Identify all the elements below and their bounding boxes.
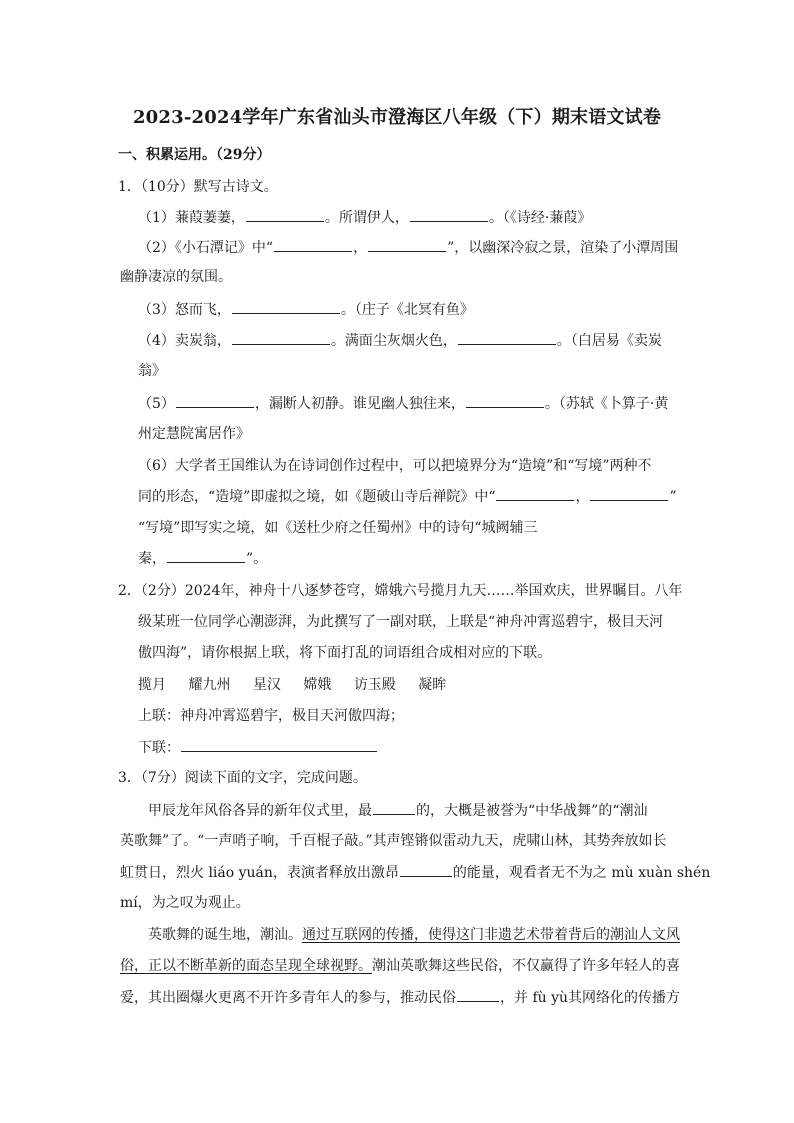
word-item: 凝眸 xyxy=(418,677,447,693)
q1-item-6-line2: 同的形态，“造境”即虚拟之境，如《题破山寺后禅院》中“ ， ” xyxy=(138,486,677,507)
upper-couplet: 上联：神舟冲霄巡碧宇，极目天河傲四海； xyxy=(138,708,404,724)
q1-item-5: （5） ，漏断人初静。谁见幽人独往来， 。（苏轼《卜算子·黄 xyxy=(138,393,668,414)
answer-blank[interactable] xyxy=(590,486,668,501)
answer-blank[interactable] xyxy=(232,299,340,314)
q1-item-4-cont: 翁》 xyxy=(138,363,166,379)
answer-blank[interactable] xyxy=(181,737,377,752)
answer-blank[interactable] xyxy=(246,207,324,222)
q1-item-2-cont: 幽静凄凉的氛围。 xyxy=(120,269,232,285)
passage-line: 虹贯日，烈火 liáo yuán，表演者释放出激昂 的能量，观看者无不为之 mù xuàn shén xyxy=(120,862,710,883)
word-list xyxy=(138,675,464,695)
q1-item-6-line4: 秦， ”。 xyxy=(138,548,267,569)
section-heading: 一、积累运用。（29分） xyxy=(118,147,271,163)
answer-blank[interactable] xyxy=(373,800,415,815)
word-item: 星汉 xyxy=(252,677,281,693)
word-item: 揽月 xyxy=(138,677,166,693)
answer-blank[interactable] xyxy=(368,237,446,252)
answer-blank[interactable] xyxy=(167,548,245,563)
answer-blank[interactable] xyxy=(400,862,452,877)
question-2-line3: 傲四海”，请你根据上联，将下面打乱的词语组合成相对应的下联。 xyxy=(138,645,552,661)
q1-item-6: （6）大学者王国维认为在诗词创作过程中，可以把境界分为“造境”和“写境”两种不 xyxy=(138,458,652,474)
question-1-heading: 1．（10分）默写古诗文。 xyxy=(118,179,278,195)
lower-couplet: 下联： xyxy=(138,737,378,758)
q1-item-3: （3）怒而飞， 。（庄子《北冥有鱼》 xyxy=(138,299,474,320)
question-2-line1: 2．（2分）2024年，神舟十八逐梦苍穹，嫦娥六号揽月九天……举国欢庆，世界瞩目。八年 xyxy=(118,583,683,599)
underlined-sentence: 通过互联网的传播，使得这门非遗艺术带着背后的潮汕人文风 xyxy=(302,927,680,943)
question-2-line2: 级某班一位同学心潮澎湃，为此撰写了一副对联，上联是“神舟冲霄巡碧宇，极目天河 xyxy=(138,614,664,630)
answer-blank[interactable] xyxy=(410,207,488,222)
word-item: 耀九州 xyxy=(188,677,231,693)
answer-blank[interactable] xyxy=(274,237,352,252)
q1-item-6-line3: “写境”即写实之境，如《送杜少府之任蜀州》中的诗句“城阙辅三 xyxy=(138,520,538,536)
passage-line: mí，为之叹为观止。 xyxy=(120,895,250,911)
q1-item-5-cont: 州定慧院寓居作》 xyxy=(138,426,250,442)
question-3-heading: 3．（7分）阅读下面的文字，完成问题。 xyxy=(118,770,367,786)
passage-line: 英歌舞的诞生地，潮汕。通过互联网的传播，使得这门非遗艺术带着背后的潮汕人文风 xyxy=(148,927,680,943)
passage-line: 英歌舞”了。“一声哨子响，千百棍子敲。”其声铿锵似雷动九天，虎啸山林，其势奔放如长 xyxy=(120,833,667,849)
q1-item-2: （2）《小石潭记》中“ ， ”，以幽深冷寂之景，渲染了小潭周围 xyxy=(138,237,678,258)
answer-blank[interactable] xyxy=(457,987,499,1002)
answer-blank[interactable] xyxy=(176,393,254,408)
underlined-sentence: 俗，正以不断革新的面态呈现全球视野。 xyxy=(120,958,372,974)
passage-line: 爱，其出圈爆火更离不开许多青年人的参与，推动民俗 ，并 fù yù其网络化的传播方 xyxy=(120,987,680,1008)
answer-blank[interactable] xyxy=(232,330,330,345)
q1-item-1: （1）蒹葭萋萋， 。所谓伊人， 。（《诗经·蒹葭》 xyxy=(138,207,591,228)
answer-blank[interactable] xyxy=(458,330,556,345)
word-item: 访玉殿 xyxy=(353,677,396,693)
word-item: 嫦娥 xyxy=(303,677,332,693)
answer-blank[interactable] xyxy=(466,393,544,408)
passage-line: 甲辰龙年风俗各异的新年仪式里，最 的，大概是被誉为“中华战舞”的“潮汕 xyxy=(148,800,647,821)
passage-line: 俗，正以不断革新的面态呈现全球视野。潮汕英歌舞这些民俗，不仅赢得了许多年轻人的喜 xyxy=(120,958,680,974)
exam-title: 2023-2024学年广东省汕头市澄海区八年级（下）期末语文试卷 xyxy=(132,107,662,128)
q1-item-4: （4）卖炭翁， 。满面尘灰烟火色， 。（白居易《卖炭 xyxy=(138,330,662,351)
answer-blank[interactable] xyxy=(496,486,574,501)
